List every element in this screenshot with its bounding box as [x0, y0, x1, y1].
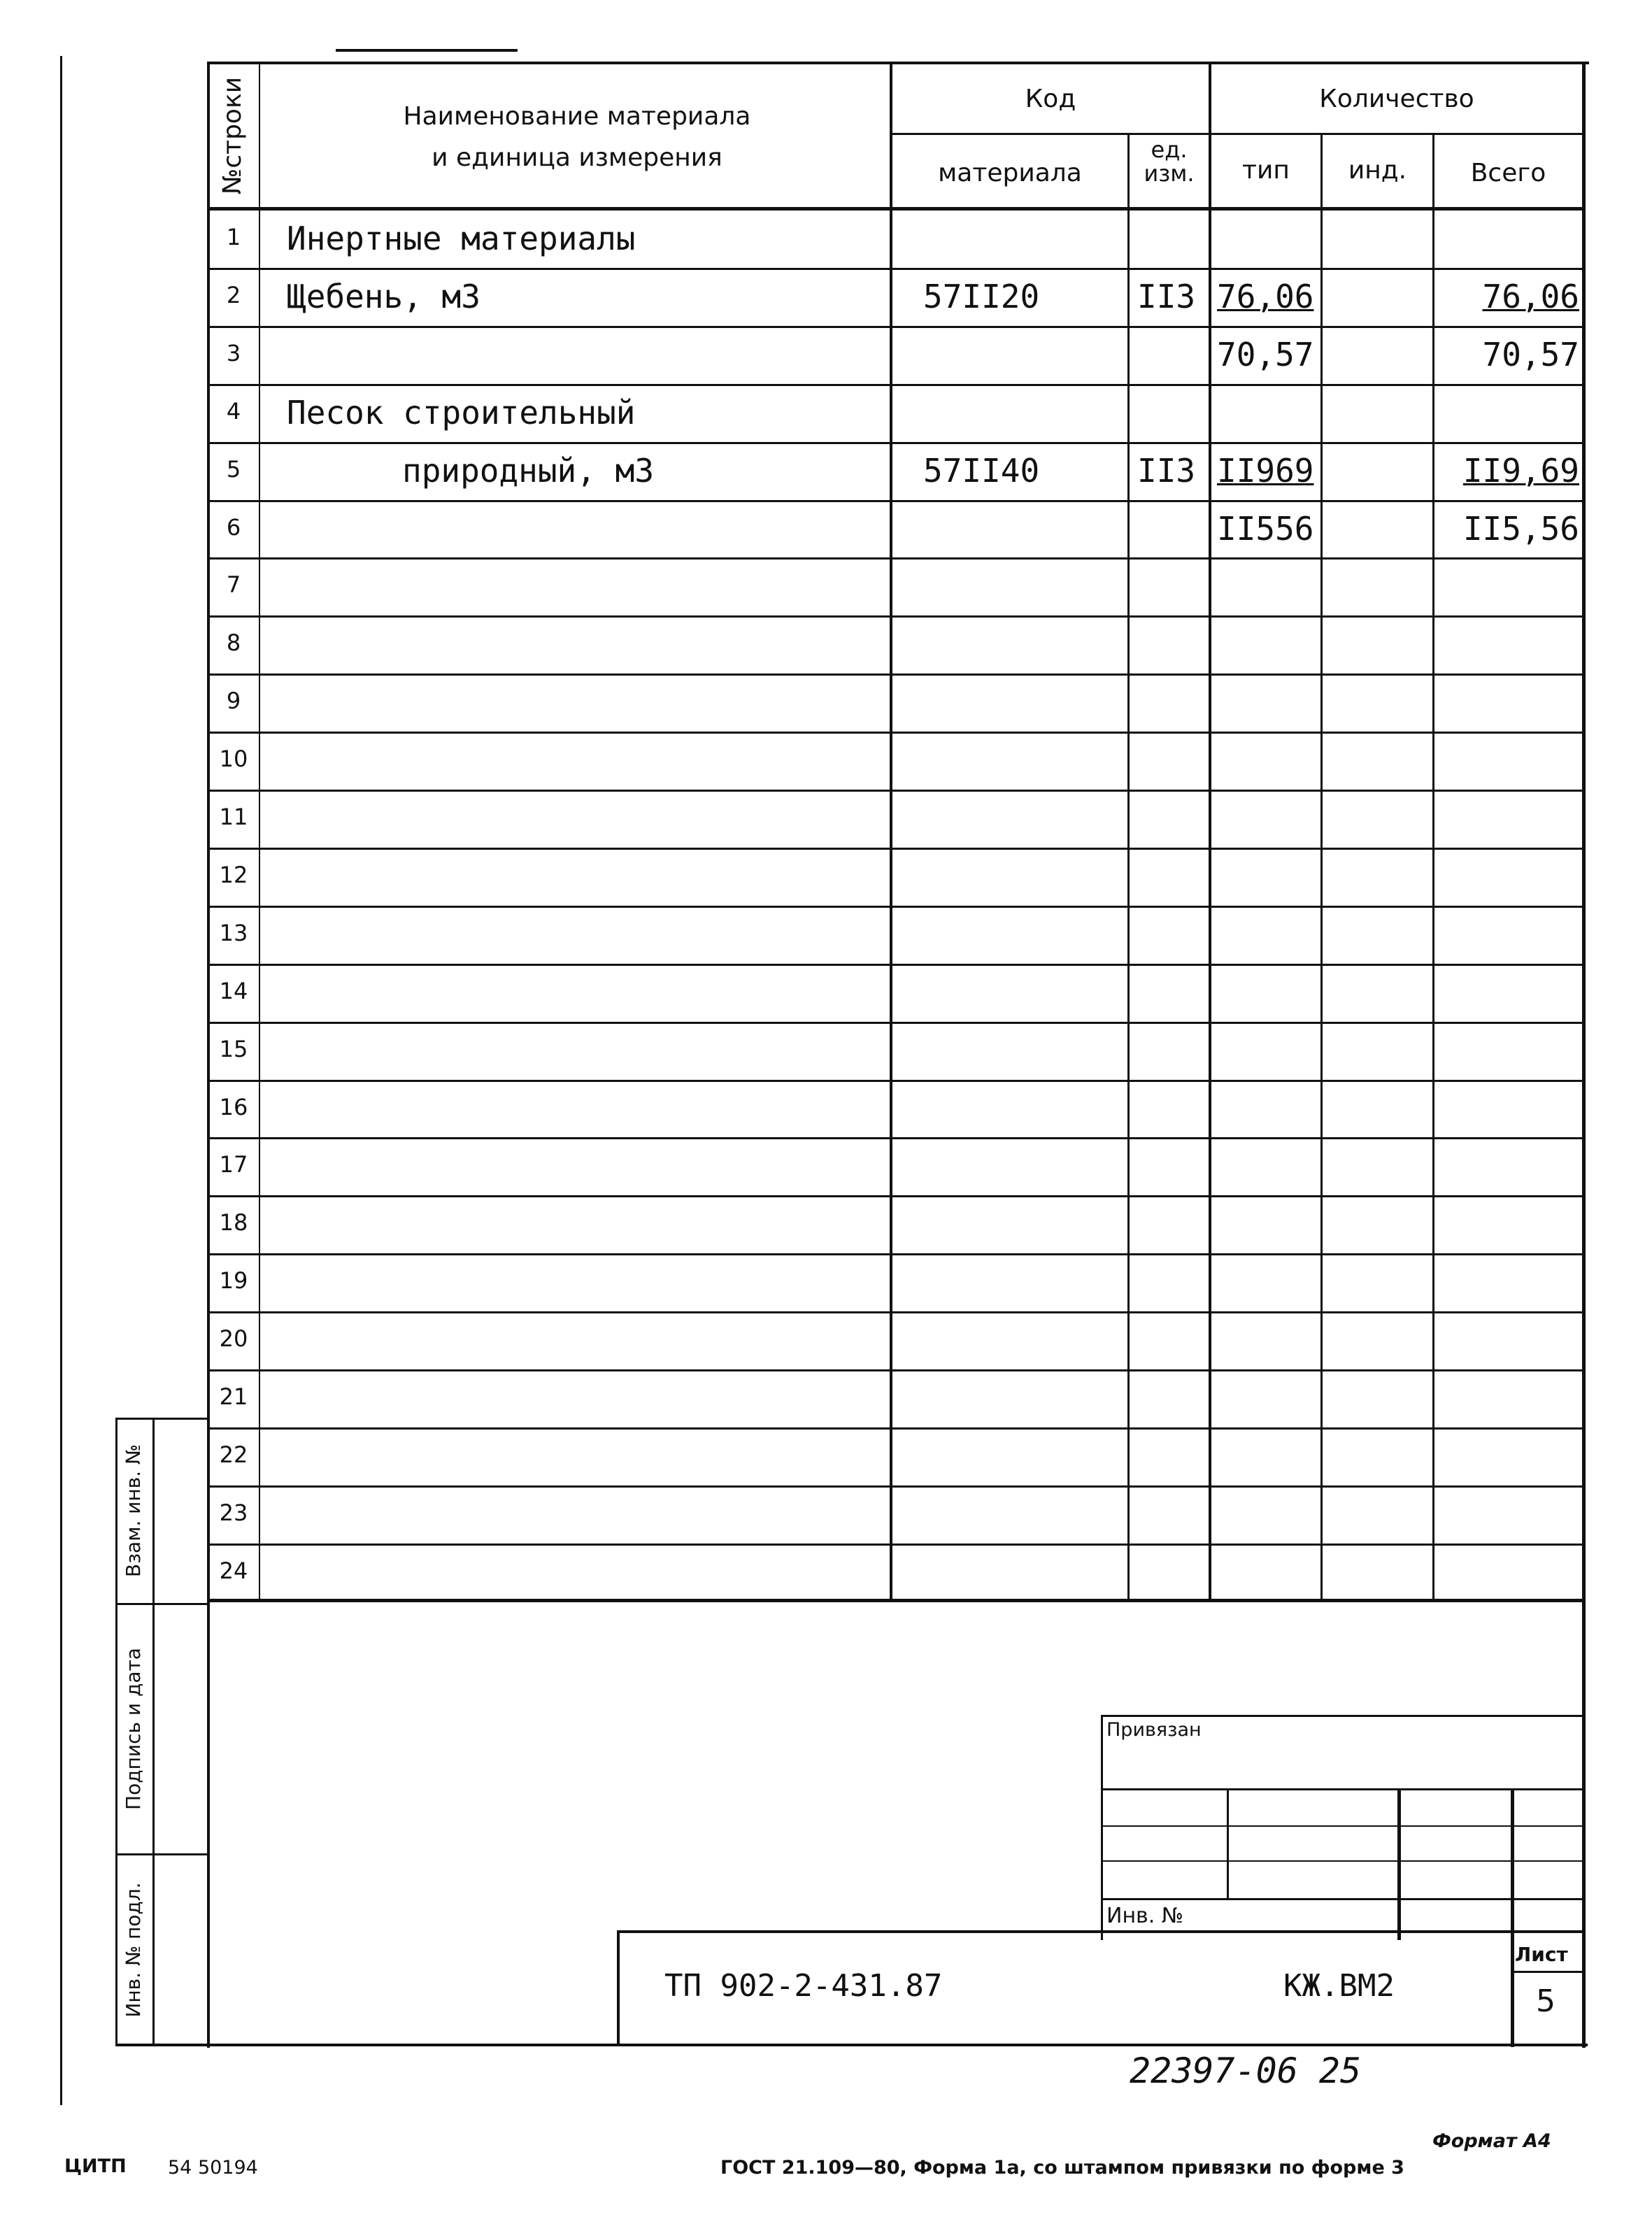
row-separator — [208, 1137, 1583, 1139]
row-material-name: Песок строительный — [287, 393, 636, 432]
row-separator — [208, 500, 1583, 502]
header-row-number: №строки — [218, 76, 247, 195]
row-qty-type: 70,57 — [1217, 335, 1314, 373]
row-number: 2 — [226, 281, 241, 308]
row-number: 11 — [219, 804, 248, 830]
row-separator — [208, 268, 1583, 270]
header-name-line1: Наименование материала — [403, 102, 751, 131]
header-code-unit: ед. изм. — [1144, 136, 1195, 187]
row-separator — [208, 1022, 1583, 1024]
handwritten-number: 22397-06 25 — [1130, 2051, 1362, 2091]
header-qty-group: Количество — [1319, 85, 1474, 113]
row-qty-total: II5,56 — [1462, 509, 1579, 548]
row-qty-type: II556 — [1217, 509, 1314, 548]
row-material-name: Щебень, м3 — [287, 277, 480, 315]
footer-citp: ЦИТП — [64, 2155, 127, 2177]
row-number: 20 — [219, 1325, 248, 1353]
row-separator — [208, 1427, 1583, 1430]
row-separator — [208, 1080, 1583, 1082]
row-qty-total: 70,57 — [1482, 335, 1579, 373]
row-number: 21 — [219, 1383, 248, 1410]
row-separator — [208, 790, 1583, 792]
footer-gost: ГОСТ 21.109—80, Форма 1а, со штампом привязки по форме 3 — [720, 2157, 1404, 2179]
row-separator — [208, 1311, 1583, 1313]
footer-order-number: 54 50194 — [168, 2157, 258, 2179]
row-number: 9 — [226, 687, 241, 715]
stamp-sheet-number: 5 — [1536, 1983, 1555, 2019]
row-material-name: Инертные материалы — [287, 220, 636, 257]
stamp-inv-no: Инв. № — [1106, 1904, 1184, 1928]
row-separator — [208, 442, 1583, 444]
row-separator — [208, 1369, 1583, 1371]
side-label-inv-podl: Инв. № подл. — [122, 1882, 145, 2018]
row-separator — [208, 557, 1583, 559]
row-separator — [208, 848, 1583, 850]
header-code-group: Код — [1025, 85, 1076, 113]
header-qty-total: Всего — [1470, 159, 1546, 187]
row-separator — [208, 964, 1583, 966]
row-separator — [208, 1544, 1583, 1546]
stamp-doc-code: ТП 902-2-431.87 — [664, 1968, 943, 2004]
row-number: 12 — [219, 861, 248, 888]
header-code-material: материала — [938, 159, 1082, 187]
row-number: 13 — [219, 919, 248, 946]
row-number: 10 — [219, 746, 248, 773]
row-material-code: 57II20 — [923, 277, 1040, 315]
row-unit-code: II3 — [1137, 277, 1196, 315]
header-qty-ind: инд. — [1348, 156, 1407, 185]
row-separator — [208, 1253, 1583, 1255]
header-name-line2: и единица измерения — [432, 143, 722, 172]
row-material-code: 57II40 — [923, 451, 1040, 490]
row-number: 4 — [226, 397, 241, 425]
row-number: 19 — [219, 1267, 248, 1295]
row-number: 1 — [226, 224, 241, 250]
side-label-podpis-data: Подпись и дата — [122, 1648, 145, 1810]
row-qty-total: 76,06 — [1482, 277, 1579, 315]
row-number: 17 — [219, 1151, 248, 1178]
row-separator — [208, 1195, 1583, 1197]
stamp-privyazan: Привязан — [1106, 1719, 1202, 1741]
row-number: 22 — [219, 1441, 248, 1468]
row-number: 23 — [219, 1499, 248, 1526]
row-number: 15 — [219, 1035, 248, 1062]
stamp-sheet-label: Лист — [1515, 1943, 1568, 1966]
row-number: 18 — [219, 1209, 248, 1236]
row-separator — [208, 615, 1583, 618]
side-label-vzam-inv: Взам. инв. № — [122, 1444, 145, 1578]
footer-format: Формат А4 — [1432, 2130, 1551, 2152]
row-separator — [208, 1485, 1583, 1488]
row-qty-total: II9,69 — [1462, 451, 1579, 490]
row-number: 24 — [219, 1557, 248, 1584]
row-unit-code: II3 — [1137, 451, 1196, 490]
row-number: 14 — [219, 977, 248, 1004]
row-separator — [208, 906, 1583, 908]
header-qty-type: тип — [1242, 156, 1290, 185]
row-qty-type: II969 — [1217, 451, 1314, 490]
row-number: 5 — [226, 455, 241, 483]
row-separator — [208, 732, 1583, 734]
row-number: 7 — [226, 571, 241, 599]
row-number: 3 — [226, 339, 241, 366]
row-qty-type: 76,06 — [1217, 277, 1314, 315]
row-material-name: природный, м3 — [402, 451, 655, 490]
row-number: 16 — [219, 1093, 248, 1120]
stamp-mark: КЖ.ВМ2 — [1283, 1968, 1395, 2004]
row-separator — [208, 384, 1583, 386]
row-separator — [208, 673, 1583, 676]
row-separator — [208, 326, 1583, 328]
row-number: 6 — [226, 513, 241, 541]
row-number: 8 — [226, 629, 241, 657]
